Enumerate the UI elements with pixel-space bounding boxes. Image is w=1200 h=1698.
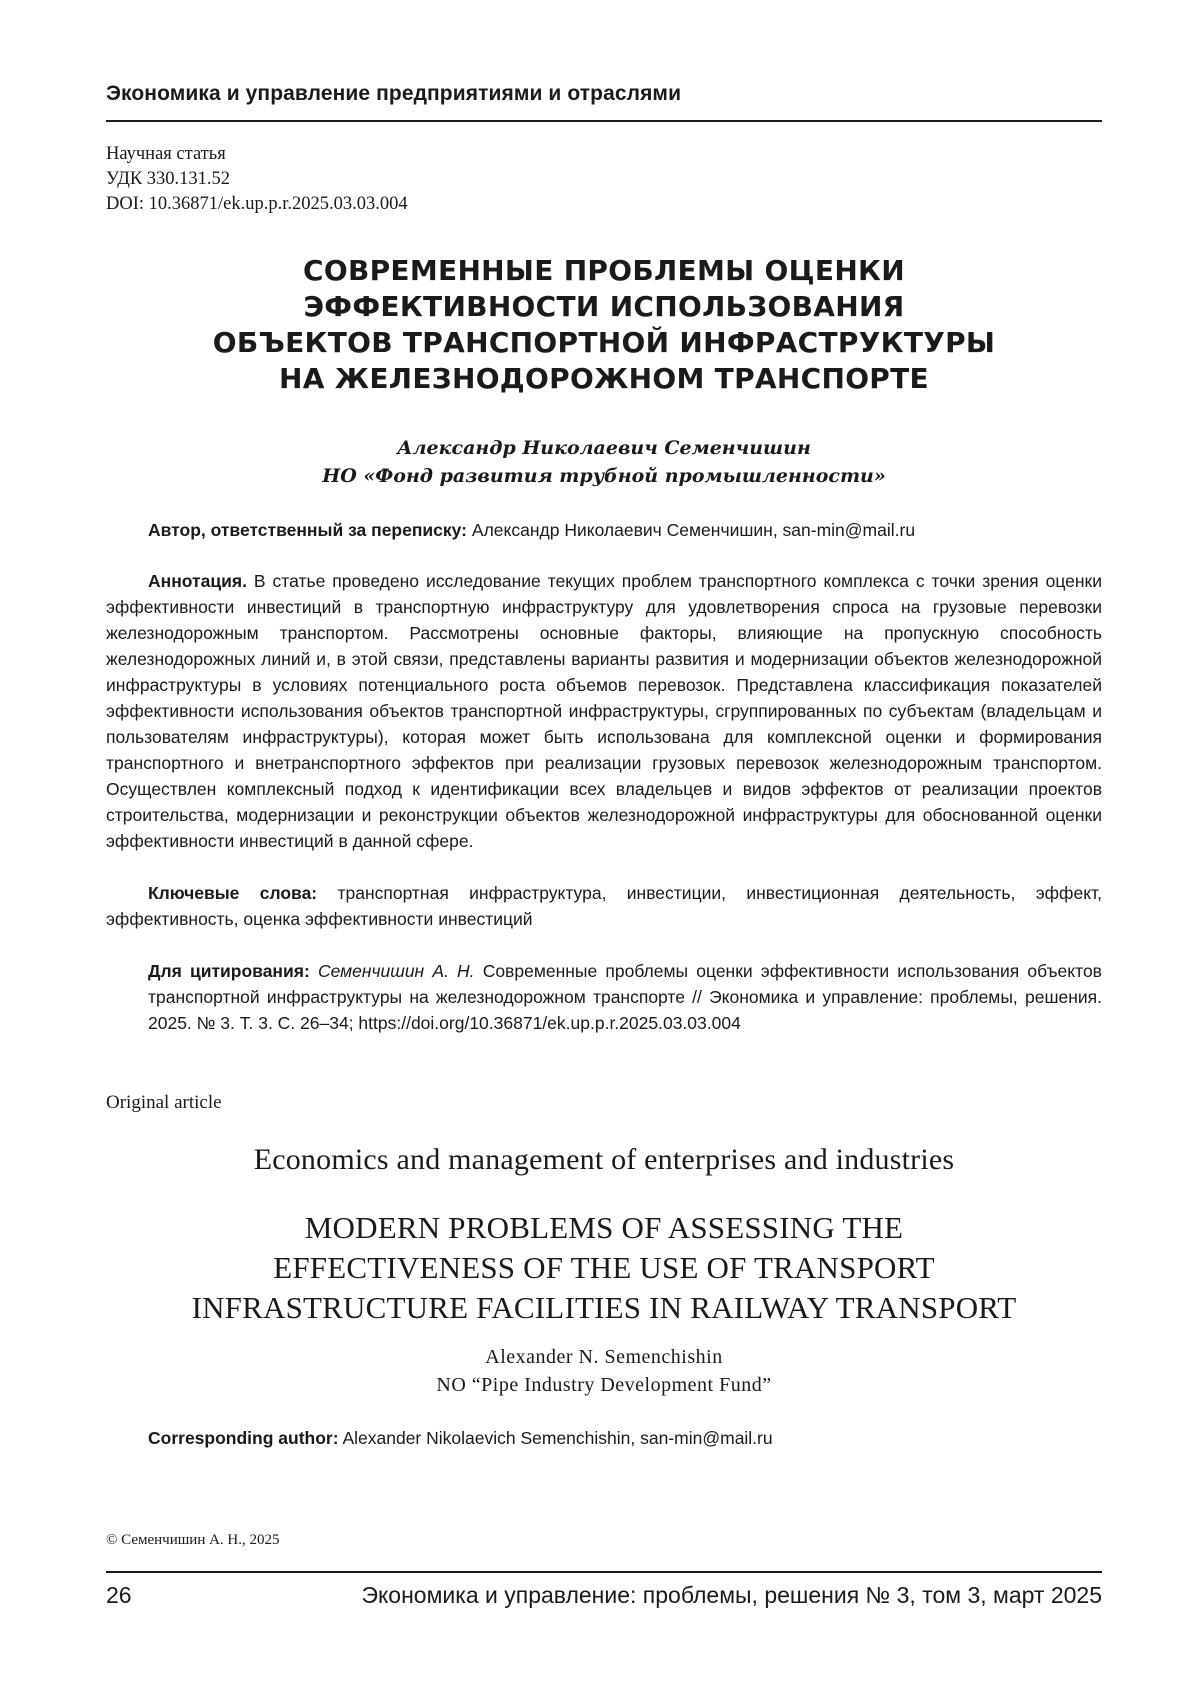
corresponding-value-ru: Александр Николаевич Семенчишин, san-min@mail.ru [472,520,915,540]
title-ru-line: НА ЖЕЛЕЗНОДОРОЖНОМ ТРАНСПОРТЕ [106,361,1102,397]
author-name-ru: Александр Николаевич Семенчишин [106,434,1102,462]
section-header: Экономика и управление предприятиями и отраслями [106,82,1102,106]
author-affiliation-en: NO “Pipe Industry Development Fund” [106,1371,1102,1399]
section-en: Economics and management of enterprises and industries [106,1143,1102,1177]
keywords-text: транспортная инфраструктура, инвестиции, инвестиционная деятельность, эффект, эффективность, оценка эффективности инвестиций [106,883,1102,929]
corresponding-label-en: Corresponding author: [148,1428,339,1448]
article-type-en: Original article [106,1092,222,1114]
title-en-line: EFFECTIVENESS OF THE USE OF TRANSPORT [106,1248,1102,1288]
corresponding-author-ru [148,518,1102,542]
keywords-label: Ключевые слова: [148,883,317,903]
corresponding-author-en [148,1428,1102,1449]
abstract-text: В статье проведено исследование текущих проблем транспортного комплекса с точки зрения оценки эффективности инвестиций в транспортную инфраструктуру для удовлетворения спроса на грузовые перевозки железнодорожным транспортом. Рассмотрены основные факторы, влияющие на пропускную способность железнодорожных линий и, в этой связи, представлены варианты развития и модернизации объектов железнодорожной инфраструктуры в условиях потенциального роста объемов перевозок. Представлена классификация показателей эффективности использования объектов транспортной инфраструктуры, сгруппированных по субъектам (владельцам и пользователям инфраструктуры), которая может быть использована для комплексной оценки и формирования транспортного и внетранспортного эффектов при реализации грузовых перевозок железнодорожным транспортом. Осуществлен комплексный подход к идентификации всех владельцев и видов эффектов от реализации проектов строительства, модернизации и реконструкции объектов железнодорожной инфраструктуры для обоснованной оценки эффективности инвестиций в данной сфере. [106,571,1102,851]
citation-author: Семенчишин А. Н. [318,961,475,981]
page-number: 26 [106,1582,132,1609]
title-ru-line: СОВРЕМЕННЫЕ ПРОБЛЕМЫ ОЦЕНКИ [106,253,1102,289]
article-type: Научная статья [106,142,408,167]
title-en [106,1208,1102,1328]
corresponding-value-en: Alexander Nikolaevich Semenchishin, san-min@mail.ru [342,1428,772,1448]
footer-rule [106,1571,1102,1573]
abstract-label: Аннотация. [148,571,247,591]
abstract [106,568,1102,854]
author-block-ru [106,434,1102,490]
article-meta [106,142,408,217]
citation-label: Для цитирования: [148,961,310,981]
citation [148,958,1102,1036]
title-en-line: MODERN PROBLEMS OF ASSESSING THE [106,1208,1102,1248]
title-en-line: INFRASTRUCTURE FACILITIES IN RAILWAY TRANSPORT [106,1288,1102,1328]
author-block-en [106,1343,1102,1399]
udc-code: УДК 330.131.52 [106,167,408,192]
author-affiliation-ru: НО «Фонд развития трубной промышленности» [106,462,1102,490]
copyright: © Семенчишин А. Н., 2025 [106,1532,280,1549]
keywords [106,880,1102,932]
corresponding-label-ru: Автор, ответственный за переписку: [148,520,467,540]
author-name-en: Alexander N. Semenchishin [106,1343,1102,1371]
citation-text: Современные проблемы оценки эффективности использования объектов транспортной инфраструктуры на железнодорожном транспорте // Экономика и управление: проблемы, решения. 2025. № 3. Т. 3. С. 26–34; https://doi.org/10.36871/ek.up.p.r.2025.03.03.004 [148,961,1102,1033]
header-rule [106,120,1102,122]
title-ru-line: ОБЪЕКТОВ ТРАНСПОРТНОЙ ИНФРАСТРУКТУРЫ [106,325,1102,361]
doi: DOI: 10.36871/ek.up.p.r.2025.03.03.004 [106,192,408,217]
article-page [106,0,1102,1698]
title-ru [106,253,1102,397]
title-ru-line: ЭФФЕКТИВНОСТИ ИСПОЛЬЗОВАНИЯ [106,289,1102,325]
journal-footer: Экономика и управление: проблемы, решения № 3, том 3, март 2025 [361,1582,1102,1609]
